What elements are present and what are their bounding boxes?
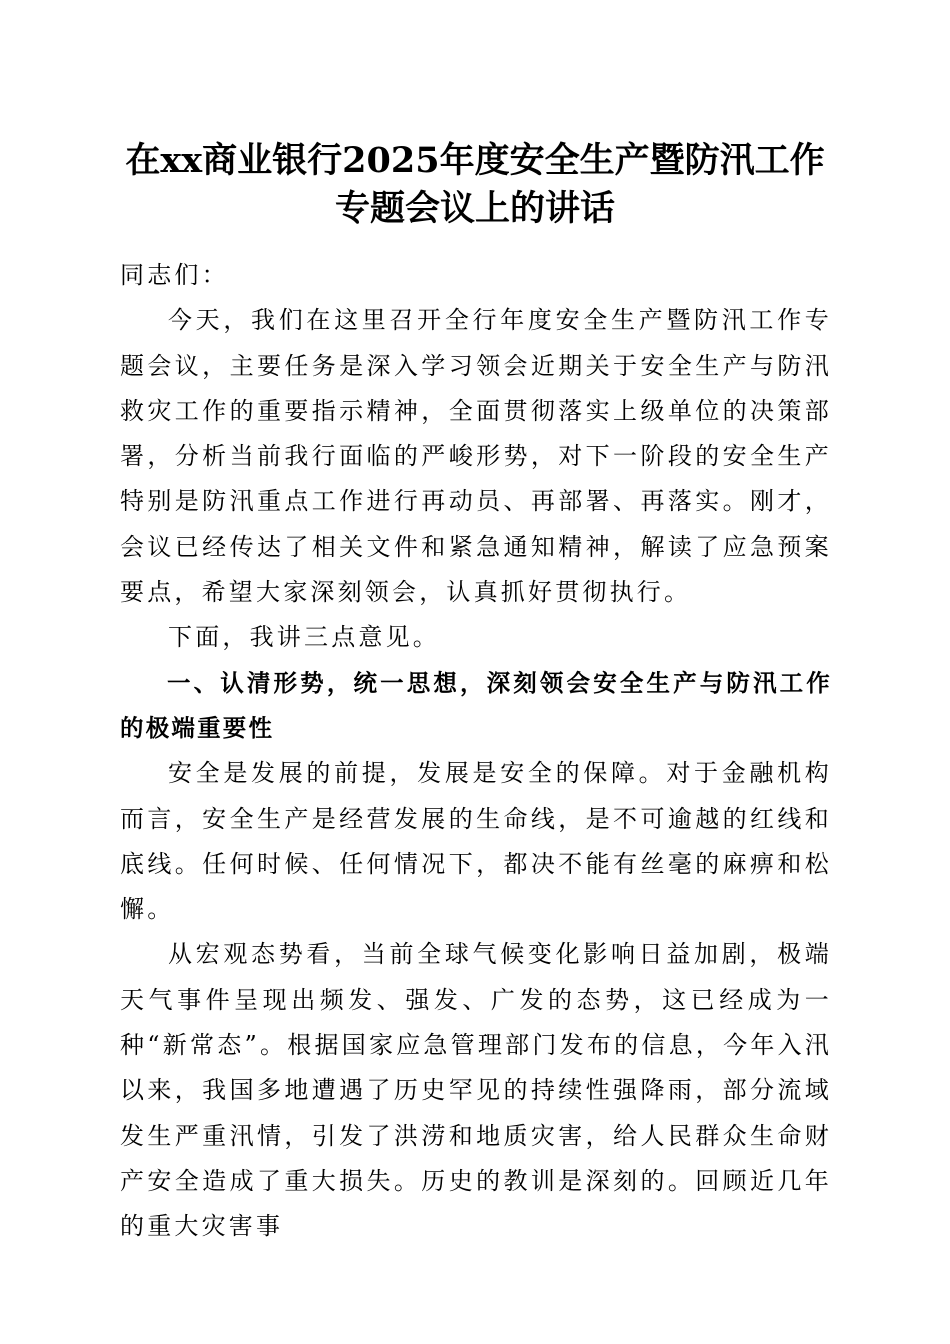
document-body [120,252,832,1250]
paragraph-intro: 今天，我们在这里召开全行年度安全生产暨防汛工作专题会议，主要任务是深入学习领会近期关于安全生产与防汛救灾工作的重要指示精神，全面贯彻落实上级单位的决策部署，分析当前我行面临的严峻形势，对下一阶段的安全生产特别是防汛重点工作进行再动员、再部署、再落实。刚才，会议已经传达了相关文件和紧急通知精神，解读了应急预案要点，希望大家深刻领会，认真抓好贯彻执行。 [120,306,832,607]
document-title-line-1: 在xx商业银行2025年度安全生产暨防汛工作 [125,140,825,181]
paragraph-section1-1: 安全是发展的前提，发展是安全的保障。对于金融机构而言，安全生产是经营发展的生命线，是不可逾越的红线和底线。任何时候、任何情况下，都决不能有丝毫的麻痹和松懈。 [120,759,832,924]
section-heading-1: 一、认清形势，统一思想，深刻领会安全生产与防汛工作的极端重要性 [120,668,832,742]
paragraph-outline: 下面，我讲三点意见。 [168,623,440,652]
salutation: 同志们： [120,261,229,289]
paragraph-section1-2: 从宏观态势看，当前全球气候变化影响日益加剧，极端天气事件呈现出频发、强发、广发的态势，这已经成为一种“新常态”。根据国家应急管理部门发布的信息，今年入汛以来，我国多地遭遇了历史罕见的持续性强降雨，部分流域发生严重汛情，引发了洪涝和地质灾害，给人民群众生命财产安全造成了重大损失。历史的教训是深刻的。回顾近几年的重大灾害事 [120,940,832,1241]
document-title-line-2: 专题会议上的讲话 [334,188,615,229]
